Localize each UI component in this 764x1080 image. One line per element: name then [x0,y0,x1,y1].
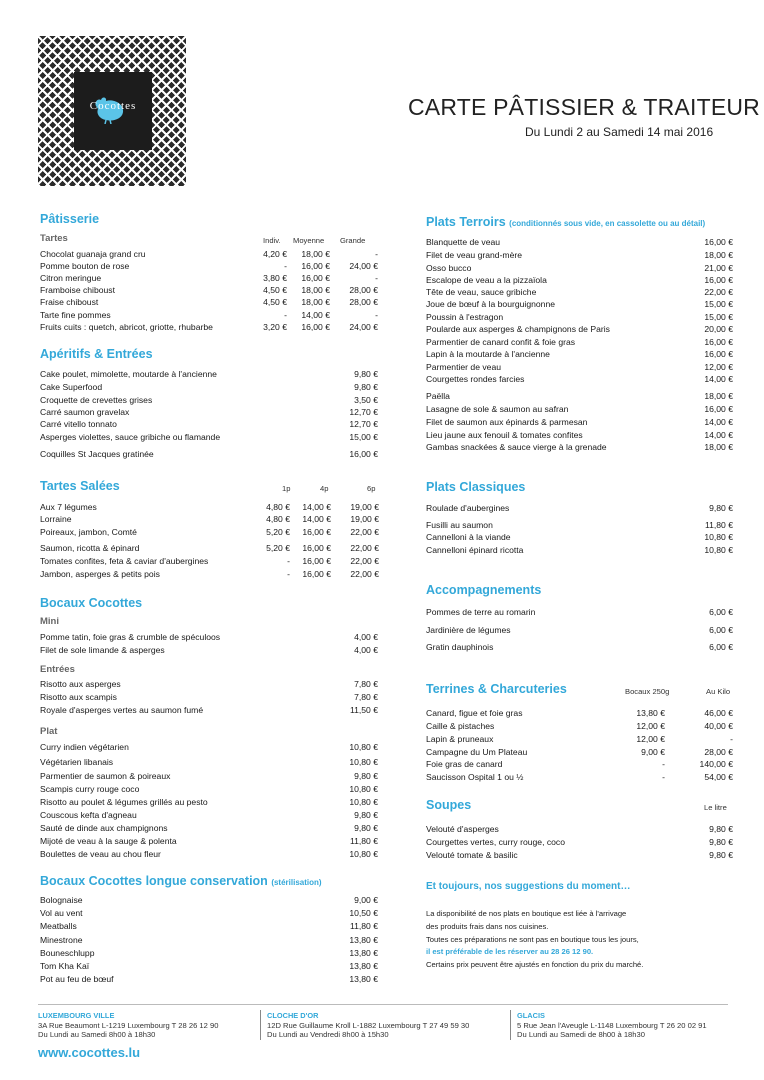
item-price: 9,80 € [709,824,733,834]
item-price: 10,80 € [349,742,378,752]
item-price: 16,00 € [301,273,330,284]
suggestions-title: Et toujours, nos suggestions du moment… [426,881,631,892]
item-name: Filet de saumon aux épinards & parmesan [426,417,588,427]
item-price: 22,00 € [350,569,379,579]
item-name: Pomme bouton de rose [40,261,130,272]
section-title-tartes-salees: Tartes Salées [40,479,120,493]
website-link[interactable]: www.cocottes.lu [38,1045,141,1060]
item-price: 4,80 € [266,514,290,524]
item-price: 9,80 € [354,810,378,820]
item-name: Poussin à l'estragon [426,312,504,322]
item-name: Curry indien végétarien [40,742,129,752]
item-name: Poireaux, jambon, Comté [40,527,137,537]
item-name: Parmentier de saumon & poireaux [40,771,171,781]
item-name: Jardinière de légumes [426,625,511,635]
item-name: Carré vitello tonnato [40,419,117,429]
item-name: Risotto au poulet & légumes grillés au pesto [40,797,208,807]
page-subtitle: Du Lundi 2 au Samedi 14 mai 2016 [525,125,714,139]
footer-city-cloche: CLOCHE D'OR [267,1011,319,1020]
section-title-terrines: Terrines & Charcuteries [426,682,567,696]
item-name: Sauté de dinde aux champignons [40,823,168,833]
item-price: 11,80 € [704,520,733,530]
item-price: 54,00 € [704,772,733,782]
item-price: 15,00 € [349,432,378,442]
terroirs-title: Plats Terroirs [426,215,506,229]
item-price: 6,00 € [709,625,733,635]
item-price: 11,80 € [349,836,378,846]
item-price: 11,50 € [349,705,378,715]
footer-address-glacis: 5 Rue Jean l'Aveugle L-1148 Luxembourg T 26 20 02 91 [517,1021,707,1030]
section-title-aperitifs: Apéritifs & Entrées [40,347,153,361]
item-price: 13,80 € [349,935,378,945]
item-price: 10,80 € [704,545,733,555]
item-name: Tarte fine pommes [40,309,111,320]
item-name: Filet de veau grand-mère [426,250,523,260]
item-name: Vol au vent [40,908,83,918]
item-price: 3,80 € [263,273,287,284]
item-name: Fraise chiboust [40,297,99,308]
item-name: Saumon, ricotta & épinard [40,543,140,553]
footer-address-cloche: 12D Rue Guillaume Kroll L-1882 Luxembourg T 27 49 59 30 [267,1021,470,1030]
item-price: 6,00 € [709,642,733,652]
footer-hours-glacis: Du Lundi au Samedi de 8h00 à 18h30 [517,1030,645,1039]
item-name: Osso bucco [426,263,472,273]
item-name: Courgettes rondes farcies [426,374,525,384]
item-price: 18,00 € [704,442,733,452]
item-price: 15,00 € [704,299,733,309]
item-name: Canard, figue et foie gras [426,708,523,718]
item-name: Campagne du Um Plateau [426,747,528,757]
item-name: Lorraine [40,514,72,524]
item-price: 11,80 € [349,921,378,931]
page-title: CARTE PÂTISSIER & TRAITEUR [408,94,760,120]
item-name: Velouté tomate & basilic [426,850,518,860]
item-price: - [284,261,287,272]
section-title-terroirs [426,215,705,229]
item-name: Chocolat guanaja grand cru [40,249,146,259]
item-price: 10,80 € [349,784,378,794]
section-title-patisserie: Pâtisserie [40,212,100,226]
item-name: Tom Kha Kaï [40,961,90,971]
item-name: Risotto aux scampis [40,692,117,702]
item-price: 18,00 € [301,249,330,259]
item-price: 9,80 € [354,771,378,781]
footer-city-luxembourg: LUXEMBOURG VILLE [38,1011,115,1020]
item-price: 14,00 € [301,309,330,320]
item-price: 13,80 € [349,948,378,958]
logo-brand: Cocottes [89,100,137,112]
suggestion-reservation: il est préférable de les réserver au 28 26 12 90. [426,947,594,956]
subsection-mini: Mini [40,616,59,627]
section-title-soupes: Soupes [426,798,472,812]
item-name: Joue de bœuf à la bourguignonne [426,299,556,309]
item-price: 20,00 € [704,324,733,334]
item-price: 16,00 € [704,237,733,247]
item-price: 13,80 € [349,974,378,984]
item-name: Framboise chiboust [40,285,115,296]
item-name: Lapin à la moutarde à l'ancienne [426,349,550,359]
section-title-accompagnements: Accompagnements [426,583,542,597]
footer-separator [510,1010,511,1040]
item-price: 12,00 € [704,362,733,372]
item-name: Mijoté de veau à la sauge & polenta [40,836,177,846]
item-price: 4,00 € [354,632,378,642]
item-price: 14,00 € [704,430,733,440]
item-price: 16,00 € [301,321,330,332]
item-price: 9,80 € [709,850,733,860]
item-price: 18,00 € [301,297,330,308]
item-price: 10,50 € [349,908,378,918]
item-price: 46,00 € [704,708,733,718]
item-price: 9,80 € [709,837,733,847]
item-price: 9,80 € [354,369,378,379]
item-price: 140,00 € [699,759,733,769]
section-title-classiques: Plats Classiques [426,480,526,494]
item-price: 22,00 € [350,556,379,566]
col-header-bocaux: Bocaux 250g [625,687,670,696]
item-name: Courgettes vertes, curry rouge, coco [426,837,565,847]
item-name: Royale d'asperges vertes au saumon fumé [40,705,204,715]
item-name: Saucisson Ospital 1 ou ½ [426,772,524,782]
item-price: - [662,759,665,769]
item-price: 19,00 € [350,514,379,524]
suggestion-line: Toutes ces préparations ne sont pas en boutique tous les jours, [426,935,639,944]
item-price: 22,00 € [704,287,733,297]
item-price: 4,50 € [263,285,287,296]
item-price: 16,00 € [302,569,331,579]
item-name: Parmentier de canard confit & foie gras [426,337,576,347]
item-name: Pomme tatin, foie gras & crumble de spéculoos [40,632,221,642]
col-header-moyenne: Moyenne [293,236,325,245]
item-name: Carré saumon gravelax [40,407,130,417]
footer-separator [260,1010,261,1040]
item-price: 16,00 € [302,543,331,553]
item-price: 14,00 € [704,417,733,427]
item-price: 14,00 € [704,374,733,384]
item-price: 5,20 € [266,527,290,537]
item-price: 24,00 € [349,321,378,332]
item-name: Foie gras de canard [426,759,503,769]
item-name: Filet de sole limande & asperges [40,645,165,655]
item-name: Poularde aux asperges & champignons de Paris [426,324,610,334]
item-name: Paëlla [426,391,450,401]
item-price: 22,00 € [350,527,379,537]
item-price: - [375,273,378,284]
item-price: 10,80 € [349,757,378,767]
subsection-plat: Plat [40,726,58,737]
item-price: 28,00 € [349,285,378,296]
item-name: Cake poulet, mimolette, moutarde à l'ancienne [40,369,217,379]
item-name: Gambas snackées & sauce vierge à la grenade [426,442,607,452]
item-name: Fusilli au saumon [426,520,493,530]
longue-title: Bocaux Cocottes longue conservation [40,874,268,888]
item-price: - [284,309,287,320]
item-price: 18,00 € [301,285,330,296]
item-name: Bolognaise [40,895,83,905]
item-price: 9,80 € [354,382,378,392]
item-name: Minestrone [40,935,83,945]
item-price: 22,00 € [350,543,379,553]
item-price: 4,50 € [263,297,287,308]
item-price: 13,80 € [636,708,665,718]
item-name: Cannelloni épinard ricotta [426,545,524,555]
item-name: Lasagne de sole & saumon au safran [426,404,569,414]
item-name: Asperges violettes, sauce gribiche ou flamande [40,432,221,442]
item-name: Citron meringue [40,273,102,284]
item-price: 9,80 € [709,503,733,513]
item-price: 4,00 € [354,645,378,655]
item-price: 19,00 € [350,502,379,512]
item-name: Lieu jaune aux fenouil & tomates confites [426,430,583,440]
item-name: Pot au feu de bœuf [40,974,114,984]
item-price: - [662,772,665,782]
footer-city-glacis: GLACIS [517,1011,545,1020]
terroirs-note: (conditionnés sous vide, en cassolette ou au détail) [509,219,706,228]
item-name: Risotto aux asperges [40,679,121,689]
footer-hours-luxembourg: Du Lundi au Samedi 8h00 à 18h30 [38,1030,156,1039]
item-price: 7,80 € [354,679,378,689]
item-name: Scampis curry rouge coco [40,784,140,794]
item-price: 21,00 € [704,263,733,273]
item-price: 4,80 € [266,502,290,512]
item-name: Escalope de veau a la pizzaïola [426,275,547,285]
col-header-6p: 6p [367,484,376,493]
item-price: 16,00 € [301,261,330,272]
item-price: 16,00 € [302,527,331,537]
item-price: 12,00 € [636,721,665,731]
item-name: Blanquette de veau [426,237,501,247]
item-name: Cannelloni à la viande [426,532,511,542]
item-price: 14,00 € [302,514,331,524]
subsection-entrees: Entrées [40,664,75,675]
item-price: 16,00 € [704,404,733,414]
item-price: - [375,309,378,320]
item-price: 18,00 € [704,391,733,401]
item-price: 9,00 € [641,747,665,757]
item-name: Caille & pistaches [426,721,495,731]
col-header-indiv: Indiv. [263,236,281,245]
item-price: 14,00 € [302,502,331,512]
item-name: Tête de veau, sauce gribiche [426,287,537,297]
footer-divider [38,1004,728,1005]
longue-note: (stérilisation) [271,878,322,887]
item-price: 16,00 € [302,556,331,566]
item-price: 28,00 € [704,747,733,757]
item-price: 16,00 € [704,275,733,285]
item-price: - [375,249,378,259]
item-price: 12,70 € [349,407,378,417]
item-name: Fruits cuits : quetch, abricot, griotte, rhubarbe [40,321,213,332]
footer-hours-cloche: Du Lundi au Vendredi 8h00 à 15h30 [267,1030,389,1039]
item-price: 12,00 € [636,734,665,744]
item-price: 13,80 € [349,961,378,971]
item-name: Meatballs [40,921,77,931]
col-header-litre: Le litre [704,803,727,812]
item-name: Gratin dauphinois [426,642,494,652]
item-name: Lapin & pruneaux [426,734,494,744]
item-price: 12,70 € [349,419,378,429]
item-price: 28,00 € [349,297,378,308]
item-price: - [287,569,290,579]
col-header-1p: 1p [282,484,291,493]
item-price: 5,20 € [266,543,290,553]
item-price: 24,00 € [349,261,378,272]
subsection-tartes: Tartes [40,233,68,244]
item-price: 10,80 € [704,532,733,542]
item-price: 16,00 € [704,337,733,347]
item-price: 9,80 € [354,823,378,833]
item-name: Tomates confites, feta & caviar d'aubergines [40,556,209,566]
item-price: 9,00 € [354,895,378,905]
section-title-longue-conservation [40,874,322,888]
item-name: Cake Superfood [40,382,103,392]
item-name: Coquilles St Jacques gratinée [40,449,154,459]
col-header-4p: 4p [320,484,329,493]
suggestion-line: La disponibilité de nos plats en boutique est liée à l'arrivage [426,909,627,918]
item-name: Jambon, asperges & petits pois [40,569,160,579]
footer-address-luxembourg: 3A Rue Beaumont L-1219 Luxembourg T 28 26 12 90 [38,1021,219,1030]
item-price: 16,00 € [704,349,733,359]
item-name: Pommes de terre au romarin [426,607,536,617]
item-price: 4,20 € [263,249,287,259]
item-price: - [730,734,733,744]
item-price: 18,00 € [704,250,733,260]
item-name: Roulade d'aubergines [426,503,510,513]
item-name: Parmentier de veau [426,362,501,372]
section-title-bocaux: Bocaux Cocottes [40,596,143,610]
item-name: Boulettes de veau au chou fleur [40,849,161,859]
col-header-grande: Grande [340,236,366,245]
item-price: 10,80 € [349,797,378,807]
suggestion-line: des produits frais dans nos cuisines. [426,922,549,931]
item-price: 16,00 € [349,449,378,459]
item-price: 15,00 € [704,312,733,322]
logo [38,36,186,186]
item-name: Velouté d'asperges [426,824,499,834]
item-price: 6,00 € [709,607,733,617]
item-price: 40,00 € [704,721,733,731]
item-price: - [287,556,290,566]
item-name: Végétarien libanais [40,757,114,767]
item-price: 3,50 € [354,395,378,405]
item-name: Bouneschlupp [40,948,95,958]
suggestion-line: Certains prix peuvent être ajustés en fonction du prix du marché. [426,960,644,969]
item-name: Croquette de crevettes grises [40,395,153,405]
item-name: Aux 7 légumes [40,502,97,512]
item-price: 10,80 € [349,849,378,859]
item-name: Couscous kefta d'agneau [40,810,137,820]
item-price: 3,20 € [263,321,287,332]
item-price: 7,80 € [354,692,378,702]
col-header-kilo: Au Kilo [706,687,731,696]
